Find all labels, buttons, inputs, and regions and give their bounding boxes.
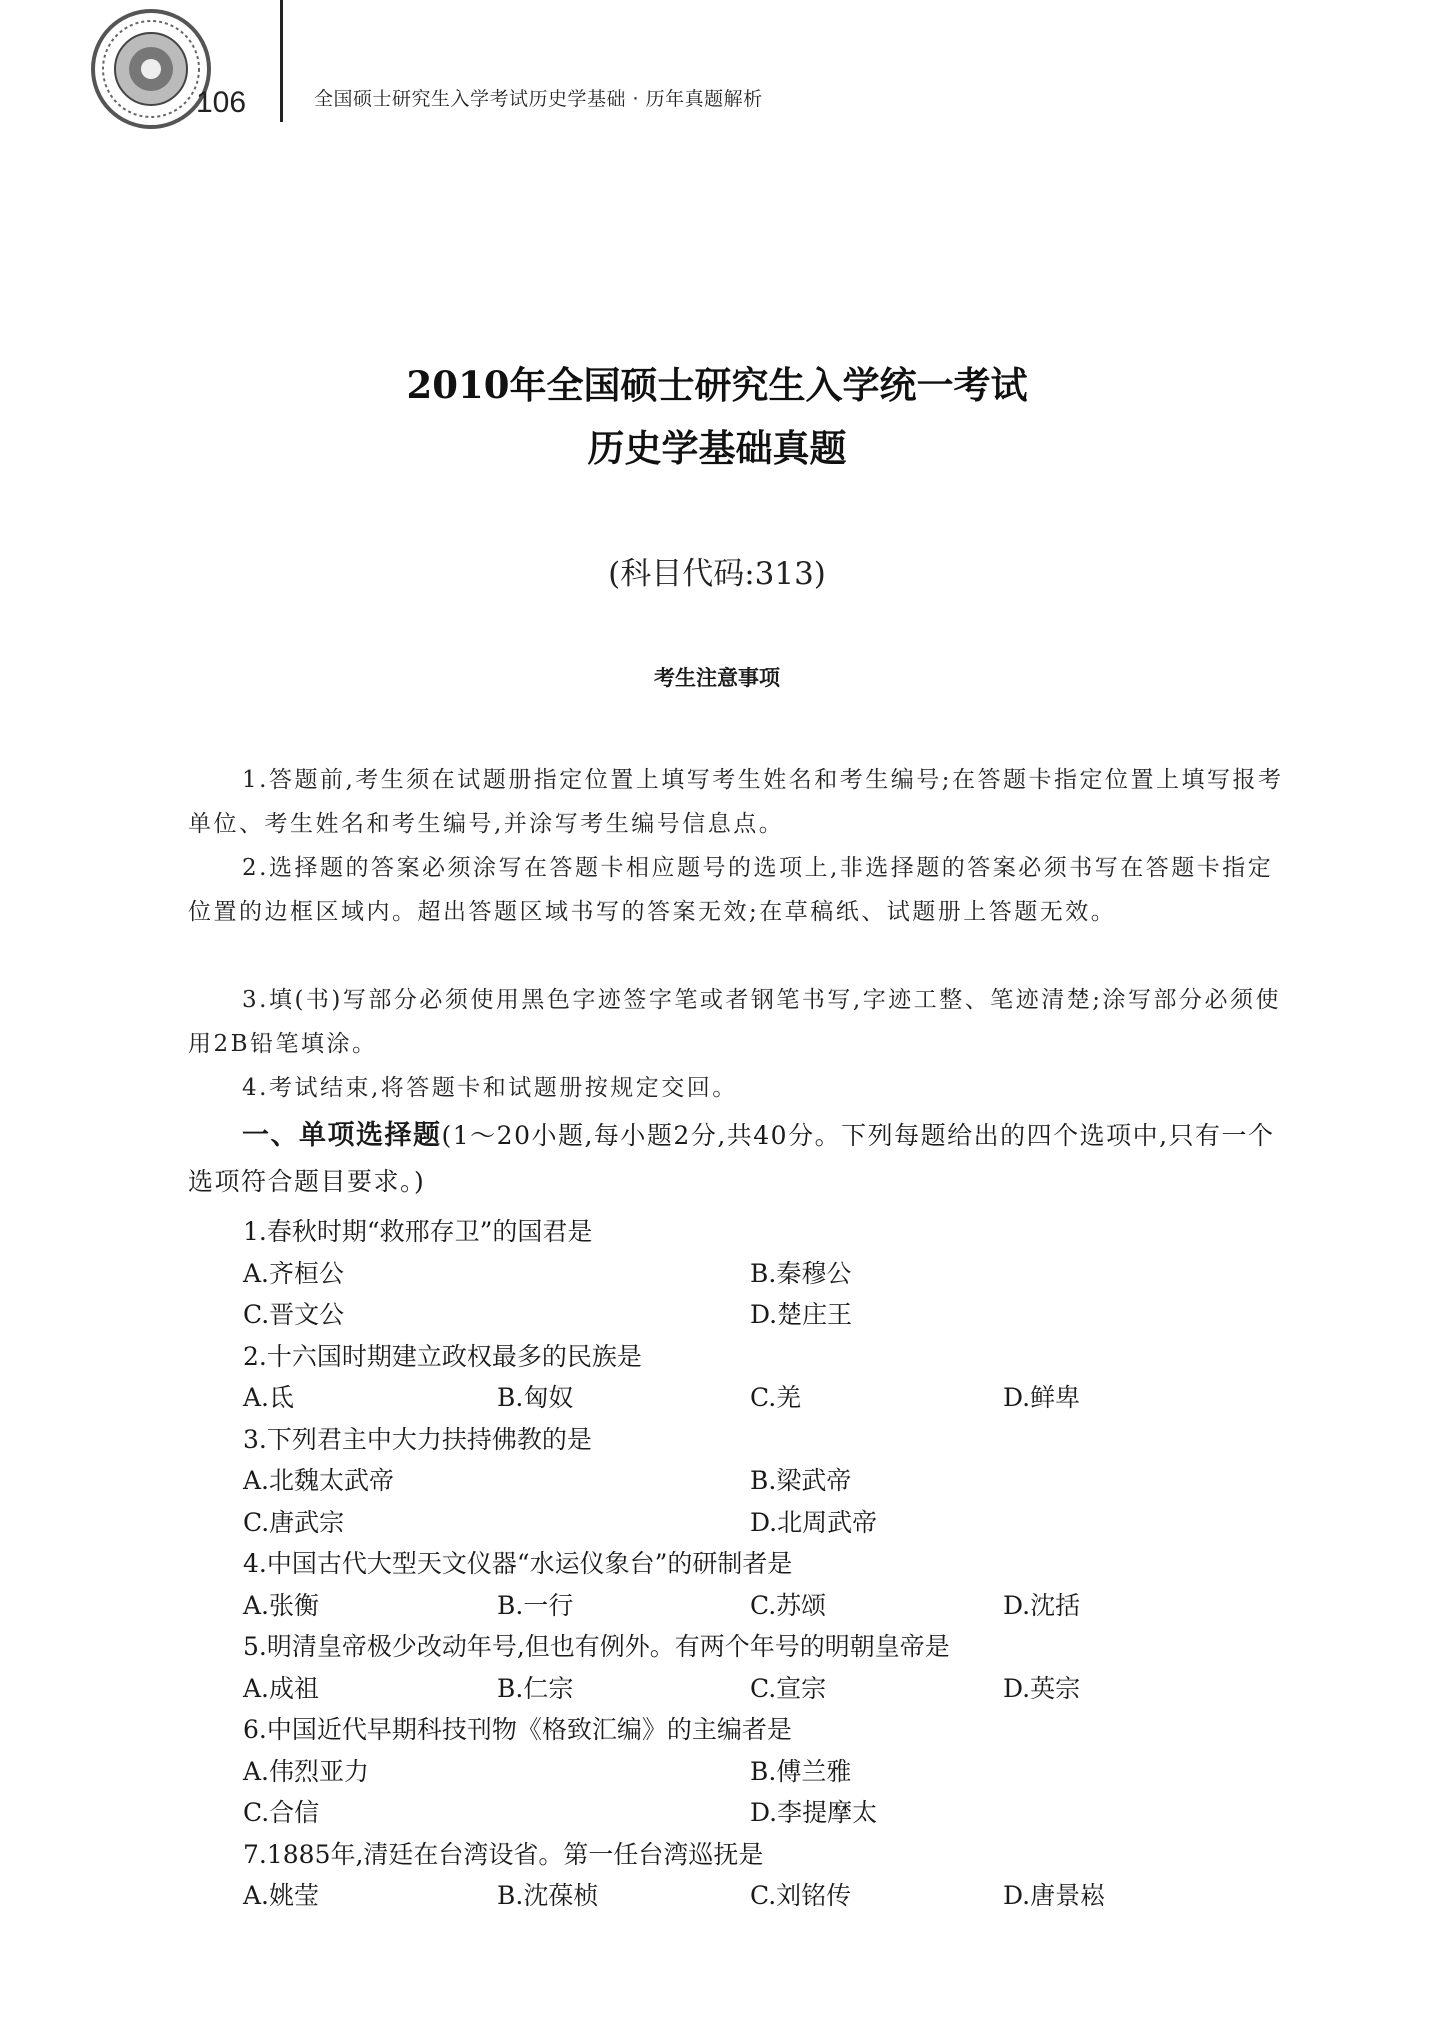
header-divider xyxy=(280,0,283,122)
answer-option: C.唐武宗 xyxy=(243,1507,345,1537)
notice-heading: 考生注意事项 xyxy=(654,666,780,690)
question-stem: 1.春秋时期“救邢存卫”的国君是 xyxy=(243,1217,593,1246)
answer-option: D.鲜卑 xyxy=(1003,1383,1081,1412)
answer-option: D.楚庄王 xyxy=(750,1300,853,1329)
answer-option: D.李提摩太 xyxy=(750,1798,878,1827)
answer-option: A.北魏太武帝 xyxy=(243,1466,395,1495)
answer-option: C.羌 xyxy=(750,1383,802,1412)
question-stem: 2.十六国时期建立政权最多的民族是 xyxy=(243,1341,642,1371)
answer-option: D.唐景崧 xyxy=(1003,1881,1106,1910)
running-title: 全国硕士研究生入学考试历史学基础 · 历年真题解析 xyxy=(314,88,763,110)
document-title-line1: 2010年全国硕士研究生入学统一考试 xyxy=(406,363,1028,407)
section-header xyxy=(188,1113,1298,1205)
answer-option: A.成祖 xyxy=(243,1673,320,1703)
answer-option: D.北周武帝 xyxy=(750,1507,878,1537)
question-stem: 6.中国近代早期科技刊物《格致汇编》的主编者是 xyxy=(243,1715,792,1744)
notice-item: 3.填(书)写部分必须使用黑色字迹签字笔或者钢笔书写,字迹工整、笔迹清楚;涂写部分必须使用2B铅笔填涂。 xyxy=(188,987,1281,1057)
answer-option: B.仁宗 xyxy=(497,1673,574,1703)
subject-code: (科目代码:313) xyxy=(608,556,826,592)
answer-option: B.秦穆公 xyxy=(750,1258,852,1288)
answer-option: A.伟烈亚力 xyxy=(243,1756,370,1786)
answer-option: C.苏颂 xyxy=(750,1590,827,1620)
answer-option: B.傅兰雅 xyxy=(750,1756,852,1786)
notice-item: 4.考试结束,将答题卡和试题册按规定交回。 xyxy=(242,1075,738,1101)
answer-option: D.沈括 xyxy=(1003,1590,1081,1620)
document-title-line2: 历史学基础真题 xyxy=(587,426,847,470)
answer-option: C.刘铭传 xyxy=(750,1881,852,1910)
notice-item: 1.答题前,考生须在试题册指定位置上填写考生姓名和考生编号;在答题卡指定位置上填写报考单位、考生姓名和考生编号,并涂写考生编号信息点。 xyxy=(188,767,1284,837)
answer-option: A.齐桓公 xyxy=(243,1258,345,1288)
answer-option: A.氐 xyxy=(243,1383,295,1412)
answer-option: A.姚莹 xyxy=(243,1881,320,1910)
answer-option: D.英宗 xyxy=(1003,1673,1081,1703)
answer-option: B.一行 xyxy=(497,1590,574,1620)
answer-option: C.合信 xyxy=(243,1798,320,1827)
answer-option: C.晋文公 xyxy=(243,1300,345,1329)
section-instruction: (1～20小题,每小题2分,共40分。下列每题给出的四个选项中,只有一个选项符合题目要求。) xyxy=(188,1121,1275,1196)
answer-option: A.张衡 xyxy=(243,1590,320,1620)
answer-option: B.梁武帝 xyxy=(750,1466,852,1495)
question-stem: 7.1885年,清廷在台湾设省。第一任台湾巡抚是 xyxy=(243,1839,764,1869)
notice-item: 2.选择题的答案必须涂写在答题卡相应题号的选项上,非选择题的答案必须书写在答题卡指定位置的边框区域内。超出答题区域书写的答案无效;在草稿纸、试题册上答题无效。 xyxy=(188,855,1274,925)
answer-option: B.匈奴 xyxy=(497,1383,574,1412)
question-stem: 3.下列君主中大力扶持佛教的是 xyxy=(243,1424,592,1454)
answer-option: C.宣宗 xyxy=(750,1673,827,1703)
question-stem: 4.中国古代大型天文仪器“水运仪象台”的研制者是 xyxy=(243,1549,793,1578)
answer-option: B.沈葆桢 xyxy=(497,1881,599,1910)
question-stem: 5.明清皇帝极少改动年号,但也有例外。有两个年号的明朝皇帝是 xyxy=(243,1632,950,1661)
page-number: 106 xyxy=(196,86,247,119)
section-title: 一、单项选择题 xyxy=(242,1120,442,1151)
